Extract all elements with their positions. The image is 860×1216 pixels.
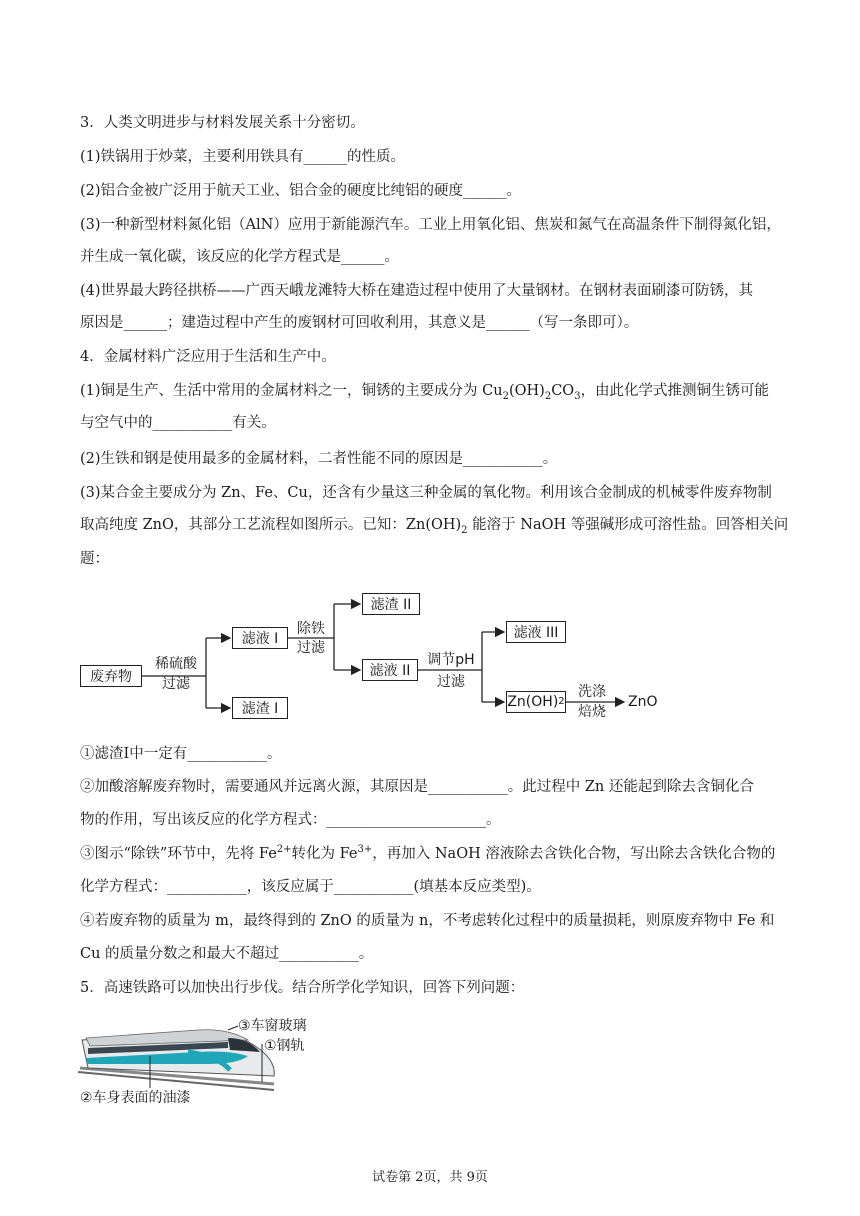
q3-part2: (2)铝合金被广泛用于航天工业、铝合金的硬度比纯铝的硬度______。	[80, 183, 522, 199]
adjust-ph-label: 调节pH	[427, 652, 475, 668]
acid-label: 稀硫酸	[155, 656, 197, 672]
roast-label: 焙烧	[578, 704, 606, 720]
filter-label-3: 过滤	[437, 674, 465, 690]
q3-part1: (1)铁锅用于炒菜，主要利用铁具有______的性质。	[80, 149, 406, 165]
filtrate-1-box: 滤液 I	[232, 627, 288, 649]
filtrate-2-box: 滤液 II	[362, 659, 418, 681]
q4-sub4-line1: ④若废弃物的质量为 m，最终得到的 ZnO 的质量为 n，不考虑转化过程中的质量损耗，则原废弃物中 Fe 和	[80, 913, 775, 929]
q4-part3-line2: 取高纯度 ZnO，其部分工艺流程如图所示。已知：$Zn(OH)_2$ 能溶于 NaOH 等强碱形成可溶性盐。回答相关问	[80, 517, 789, 536]
q4-sub2-line1: ②加酸溶解废弃物时，需要通风并远离火源，其原因是___________。此过程中 Zn 还能起到除去含铜化合	[80, 779, 754, 795]
zno-product-label: ZnO	[628, 694, 658, 710]
label-steel-rail: ①钢轨	[264, 1038, 305, 1054]
filter-label-1: 过滤	[162, 676, 190, 692]
q4-sub2-line2: 物的作用，写出该反应的化学方程式：______________________。	[80, 812, 501, 828]
q4-part3-line1: (3)某合金主要成分为 Zn、Fe、Cu，还含有少量这三种金属的氧化物。利用该合金制成的机械零件废弃物制	[80, 485, 772, 501]
label-body-paint: ②车身表面的油漆	[80, 1090, 191, 1106]
q3-part4-line1: (4)世界最大跨径拱桥——广西天峨龙滩特大桥在建造过程中使用了大量钢材。在钢材表面刷漆可防锈，其	[80, 283, 754, 299]
process-flow-chart	[78, 588, 678, 728]
page-footer: 试卷第 2页，共 9页	[372, 1170, 488, 1185]
wash-label: 洗涤	[578, 684, 606, 700]
q4-part1-line1: (1)铜是生产、生活中常用的金属材料之一，铜锈的主要成分为 $Cu_2(OH)_2CO_3$，由此化学式推测铜生锈可能	[80, 383, 770, 402]
q4-sub3-line1: ③图示“除铁”环节中，先将 $Fe^{2+}$转化为 $Fe^{3+}$，再加入 NaOH 溶液除去含铁化合物，写出除去含铁化合物的	[80, 844, 776, 862]
q4-part2: (2)生铁和钢是使用最多的金属材料，二者性能不同的原因是___________。	[80, 451, 558, 467]
q3-part3-line2: 并生成一氧化碳，该反应的化学方程式是______。	[80, 249, 399, 265]
q4-stem: 4．金属材料广泛应用于生活和生产中。	[80, 349, 336, 365]
q3-part3-line1: (3)一种新型材料氮化铝（AlN）应用于新能源汽车。工业上用氧化铝、焦炭和氮气在高温条件下制得氮化铝，	[80, 217, 781, 233]
remove-iron-label: 除铁	[297, 621, 325, 637]
high-speed-train-figure	[78, 1012, 338, 1108]
q4-sub1: ①滤渣I中一定有___________。	[80, 746, 282, 762]
filter-label-2: 过滤	[297, 640, 325, 656]
label-window-glass: ③车窗玻璃	[238, 1018, 307, 1034]
filtrate-3-box: 滤液 III	[506, 621, 566, 643]
residue-1-box: 滤渣 I	[232, 697, 288, 719]
q4-part3-line3: 题：	[80, 551, 109, 567]
q4-sub3-line2: 化学方程式：___________，该反应属于___________(填基本反应类型)。	[80, 879, 541, 895]
waste-box: 废弃物	[80, 665, 142, 687]
residue-2-box: 滤渣 II	[362, 593, 420, 615]
q4-sub4-line2: Cu 的质量分数之和最大不超过___________。	[80, 946, 374, 962]
q3-stem: 3．人类文明进步与材料发展关系十分密切。	[80, 115, 365, 131]
q3-part4-line2: 原因是______；建造过程中产生的废钢材可回收利用，其意义是______（写一条即可）。	[80, 315, 639, 331]
zinc-hydroxide-box: Zn(OH) 2	[506, 691, 566, 713]
q5-stem: 5．高速铁路可以加快出行步伐。结合所学化学知识，回答下列问题：	[80, 980, 525, 996]
q4-part1-line2: 与空气中的___________有关。	[80, 415, 276, 431]
